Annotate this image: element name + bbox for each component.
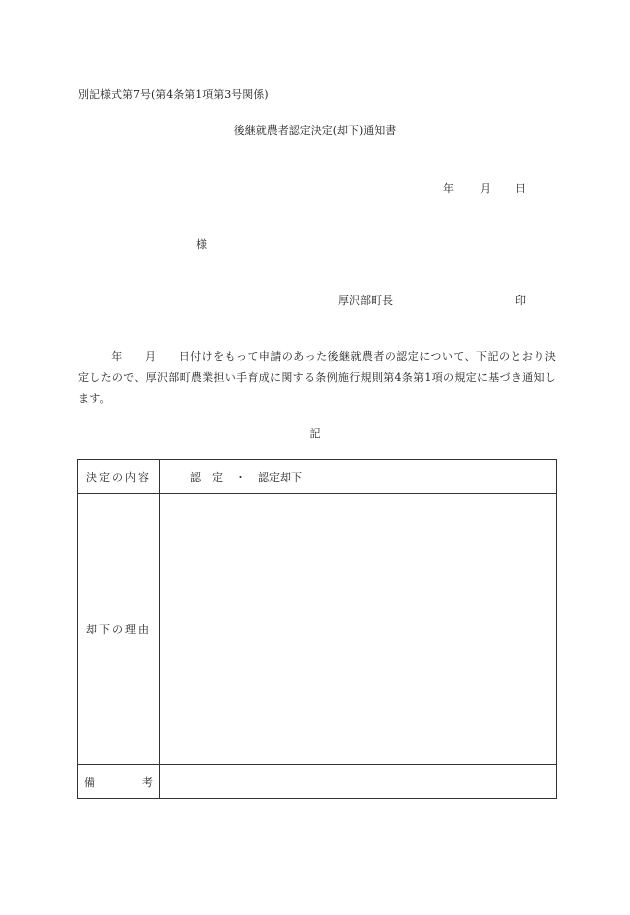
body-year-label: 年 [111,350,123,363]
ki-heading: 記 [309,427,321,440]
document-title: 後継就農者認定決定(却下)通知書 [233,124,397,137]
remarks-label [78,774,159,790]
date-month-label: 月 [480,182,491,195]
seal-mark: 印 [515,294,526,307]
remarks-label-right: 考 [142,775,153,789]
form-number-label: 別記様式第7号(第4条第1項第3号関係) [78,88,269,101]
decision-table [77,459,557,799]
body-month-label: 月 [144,350,157,363]
decision-value-cell [160,460,557,494]
remarks-value-cell [160,765,557,799]
reason-label-cell [78,494,160,765]
remarks-label-cell [78,765,160,799]
date-year-label: 年 [443,182,454,195]
issuer-name: 厚沢部町長 [338,294,393,307]
decision-separator: ・ [235,470,246,484]
remarks-label-left: 備 [84,775,95,789]
addressee-honorific: 様 [196,238,207,251]
date-day-label: 日 [515,182,526,195]
decision-label: 決定の内容 [86,470,151,484]
remarks-row [78,765,557,799]
decision-option-reject: 認定却下 [258,470,302,484]
decision-row [78,460,557,494]
decision-label-cell [78,460,160,494]
reason-row [78,494,557,765]
reason-label: 却下の理由 [86,623,151,636]
notice-body [78,346,556,409]
body-paragraph-text: 日付けをもって申請のあった後継就農者の認定について、下記のとおり決定したので、厚沢部町農業担い手育成に関する条例施行規則第4条第1項の規定に基づき通知します。 [78,350,556,405]
reason-value-cell [160,494,557,765]
decision-option-approve: 認 定 [190,470,223,484]
